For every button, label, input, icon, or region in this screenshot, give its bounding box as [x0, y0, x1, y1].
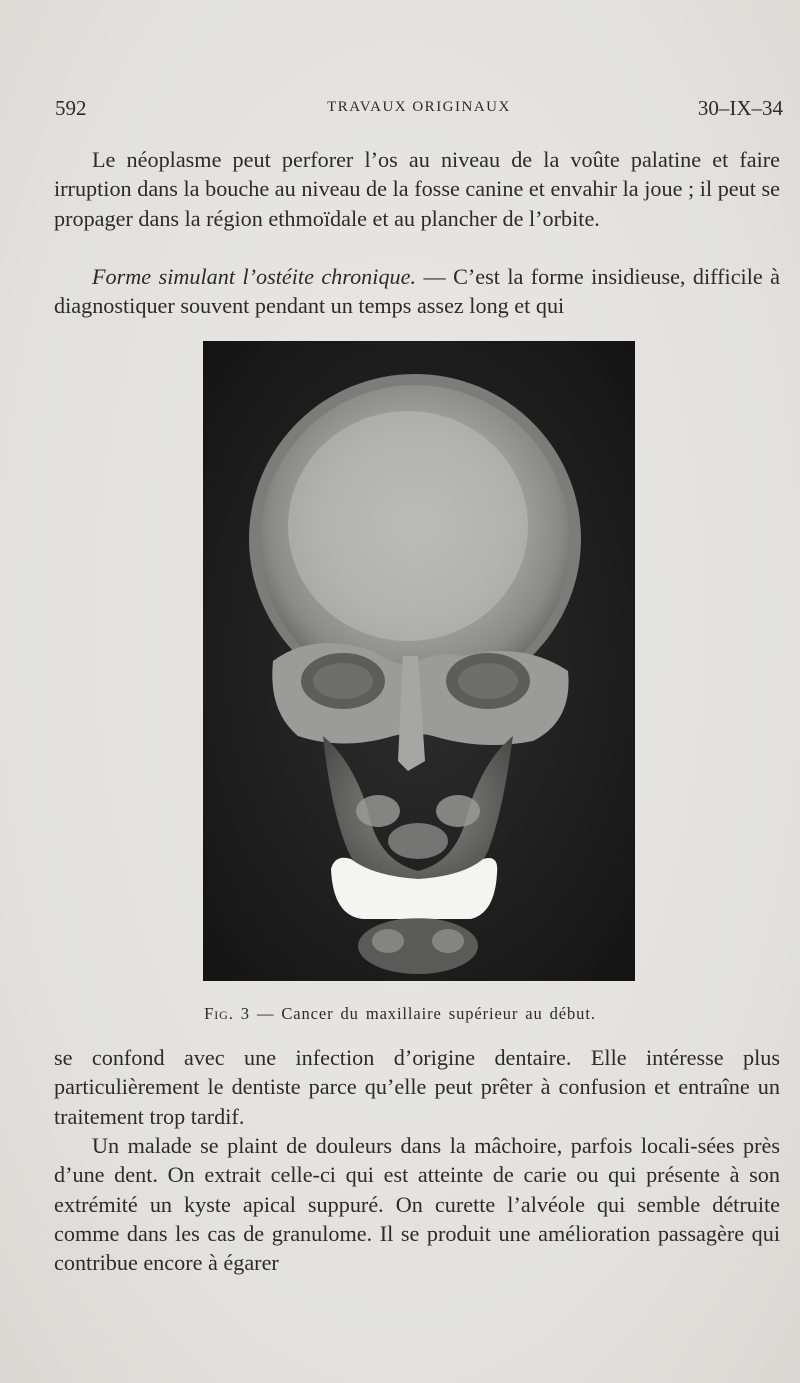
paragraph-1-text: Le néoplasme peut perforer l’os au niveau de la voûte palatine et faire irruption dans la bouche au niveau de la fosse canine et envahir la joue ; il peut se propager dans la région ethmoïdale et au plancher de l’orbite.: [54, 147, 780, 231]
running-header: [55, 96, 783, 122]
paragraph-2: [54, 262, 780, 321]
paragraph-1: [54, 145, 780, 233]
figure-caption-text: — Cancer du maxillaire supérieur au début.: [256, 1004, 596, 1023]
page-number: 592: [55, 96, 87, 120]
skull-x-ray-figure: [203, 341, 635, 981]
paragraph-2-text: — C’est la forme insidieuse, difficile à diagnostiquer souvent pendant un temps assez long et qui: [54, 264, 780, 319]
section-heading-italic: Forme simulant l’ostéite chronique.: [92, 264, 417, 289]
skull-x-ray-image: [203, 341, 635, 981]
figure-label: Fig. 3: [204, 1004, 250, 1023]
paragraph-3-text: se confond avec une infection d’origine dentaire. Elle intéresse plus particulièrement le dentiste parce qu’elle peut prêter à confusion et entraîne un traitement trop tardif.: [54, 1045, 780, 1129]
paragraph-4: [54, 1131, 780, 1277]
running-title: TRAVAUX ORIGINAUX: [327, 99, 511, 115]
paragraph-3: [54, 1043, 780, 1131]
figure-caption: [0, 1004, 800, 1024]
paragraph-4-text: Un malade se plaint de douleurs dans la mâchoire, parfois locali-sées près d’une dent. On extrait celle-ci qui est atteinte de carie ou qui présente à son extrémité un kyste apical suppuré. On curette l’alvéole qui semble détruite comme dans les cas de granulome. Il se produit une amélioration passagère qui contribue encore à égarer: [54, 1133, 780, 1276]
header-date: 30–IX–34: [697, 96, 783, 120]
